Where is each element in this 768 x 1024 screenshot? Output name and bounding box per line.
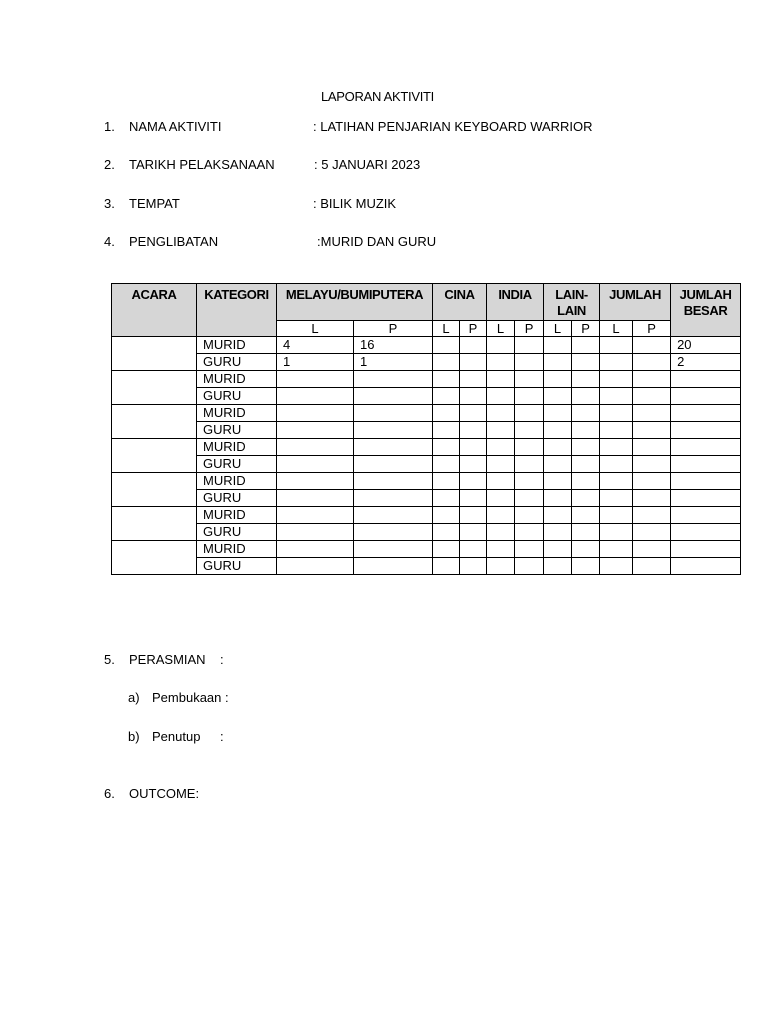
item-label: PENGLIBATAN bbox=[129, 234, 219, 249]
item-number: 3. bbox=[104, 196, 115, 211]
cell-lain-p bbox=[572, 388, 600, 405]
cell-kategori: GURU bbox=[197, 456, 277, 473]
cell-cina-l bbox=[433, 490, 460, 507]
cell-lain-p bbox=[572, 507, 600, 524]
cell-jumlah-p bbox=[633, 354, 671, 371]
cell-lain-l bbox=[544, 558, 572, 575]
cell-jumlah-besar bbox=[671, 507, 741, 524]
cell-jumlah-l bbox=[600, 354, 633, 371]
item-label: TEMPAT bbox=[129, 196, 180, 211]
cell-kategori: GURU bbox=[197, 490, 277, 507]
cell-cina-l bbox=[433, 439, 460, 456]
cell-jumlah-p bbox=[633, 405, 671, 422]
cell-kategori: GURU bbox=[197, 354, 277, 371]
cell-cina-p bbox=[460, 422, 487, 439]
cell-jumlah-p bbox=[633, 456, 671, 473]
cell-melayu-l bbox=[277, 456, 354, 473]
penutup-label: Penutup bbox=[152, 729, 201, 744]
cell-lain-l bbox=[544, 507, 572, 524]
cell-acara bbox=[112, 371, 197, 405]
cell-jumlah-p bbox=[633, 524, 671, 541]
cell-jumlah-besar bbox=[671, 558, 741, 575]
cell-india-p bbox=[515, 439, 544, 456]
cell-jumlah-l bbox=[600, 456, 633, 473]
cell-india-l bbox=[487, 456, 515, 473]
participation-table bbox=[111, 283, 741, 575]
cell-melayu-l bbox=[277, 405, 354, 422]
cell-jumlah-besar bbox=[671, 541, 741, 558]
cell-lain-p bbox=[572, 558, 600, 575]
table-row bbox=[112, 337, 741, 354]
cell-lain-l bbox=[544, 439, 572, 456]
cell-acara bbox=[112, 541, 197, 575]
cell-melayu-l bbox=[277, 490, 354, 507]
cell-india-l bbox=[487, 558, 515, 575]
cell-kategori: MURID bbox=[197, 337, 277, 354]
penutup-mark: b) bbox=[128, 729, 140, 744]
cell-cina-p bbox=[460, 524, 487, 541]
cell-melayu-l: 1 bbox=[277, 354, 354, 371]
cell-melayu-l bbox=[277, 541, 354, 558]
cell-melayu-p bbox=[354, 490, 433, 507]
cell-kategori: MURID bbox=[197, 507, 277, 524]
cell-kategori: GURU bbox=[197, 422, 277, 439]
cell-lain-p bbox=[572, 456, 600, 473]
header-jumlah: JUMLAH bbox=[600, 284, 671, 321]
report-title: LAPORAN AKTIVITI bbox=[321, 89, 434, 104]
cell-melayu-p: 1 bbox=[354, 354, 433, 371]
outcome-label: OUTCOME: bbox=[129, 786, 200, 801]
item-value: : BILIK MUZIK bbox=[313, 196, 397, 211]
cell-cina-l bbox=[433, 422, 460, 439]
sub-lain-l: L bbox=[544, 321, 572, 337]
cell-melayu-p bbox=[354, 558, 433, 575]
cell-cina-l bbox=[433, 405, 460, 422]
cell-cina-p bbox=[460, 490, 487, 507]
cell-jumlah-besar bbox=[671, 524, 741, 541]
cell-india-l bbox=[487, 490, 515, 507]
cell-cina-l bbox=[433, 558, 460, 575]
cell-kategori: MURID bbox=[197, 541, 277, 558]
cell-melayu-p bbox=[354, 405, 433, 422]
cell-jumlah-besar bbox=[671, 490, 741, 507]
cell-india-l bbox=[487, 337, 515, 354]
cell-melayu-l bbox=[277, 439, 354, 456]
item-label: TARIKH PELAKSANAAN bbox=[129, 157, 275, 172]
cell-jumlah-p bbox=[633, 371, 671, 388]
cell-cina-l bbox=[433, 354, 460, 371]
cell-jumlah-l bbox=[600, 405, 633, 422]
cell-lain-p bbox=[572, 422, 600, 439]
cell-jumlah-p bbox=[633, 439, 671, 456]
cell-melayu-p: 16 bbox=[354, 337, 433, 354]
table-row bbox=[112, 541, 741, 558]
cell-jumlah-besar: 2 bbox=[671, 354, 741, 371]
cell-india-p bbox=[515, 524, 544, 541]
sub-cina-l: L bbox=[433, 321, 460, 337]
sub-jumlah-p: P bbox=[633, 321, 671, 337]
cell-melayu-l bbox=[277, 371, 354, 388]
sub-jumlah-l: L bbox=[600, 321, 633, 337]
cell-lain-p bbox=[572, 473, 600, 490]
pembukaan-label: Pembukaan : bbox=[152, 690, 229, 705]
cell-jumlah-besar bbox=[671, 388, 741, 405]
cell-jumlah-p bbox=[633, 507, 671, 524]
cell-cina-p bbox=[460, 405, 487, 422]
table-row bbox=[112, 507, 741, 524]
cell-acara bbox=[112, 439, 197, 473]
cell-lain-p bbox=[572, 490, 600, 507]
cell-acara bbox=[112, 405, 197, 439]
cell-melayu-p bbox=[354, 456, 433, 473]
sub-lain-p: P bbox=[572, 321, 600, 337]
cell-india-l bbox=[487, 388, 515, 405]
cell-lain-p bbox=[572, 524, 600, 541]
cell-jumlah-p bbox=[633, 388, 671, 405]
table-row bbox=[112, 405, 741, 422]
cell-india-p bbox=[515, 558, 544, 575]
cell-lain-p bbox=[572, 541, 600, 558]
table-row bbox=[112, 371, 741, 388]
cell-india-p bbox=[515, 473, 544, 490]
cell-jumlah-l bbox=[600, 371, 633, 388]
cell-lain-p bbox=[572, 337, 600, 354]
cell-acara bbox=[112, 507, 197, 541]
cell-india-l bbox=[487, 354, 515, 371]
cell-jumlah-l bbox=[600, 422, 633, 439]
cell-melayu-p bbox=[354, 473, 433, 490]
cell-cina-l bbox=[433, 524, 460, 541]
cell-kategori: GURU bbox=[197, 524, 277, 541]
cell-cina-p bbox=[460, 558, 487, 575]
sub-cina-p: P bbox=[460, 321, 487, 337]
cell-lain-l bbox=[544, 388, 572, 405]
item-label: NAMA AKTIVITI bbox=[129, 119, 222, 134]
cell-jumlah-besar bbox=[671, 405, 741, 422]
cell-jumlah-l bbox=[600, 490, 633, 507]
header-cina: CINA bbox=[433, 284, 487, 321]
cell-melayu-p bbox=[354, 371, 433, 388]
sub-india-l: L bbox=[487, 321, 515, 337]
cell-india-p bbox=[515, 371, 544, 388]
cell-jumlah-l bbox=[600, 524, 633, 541]
table-row bbox=[112, 388, 741, 405]
cell-india-p bbox=[515, 354, 544, 371]
cell-india-p bbox=[515, 337, 544, 354]
cell-acara bbox=[112, 337, 197, 371]
cell-melayu-p bbox=[354, 439, 433, 456]
cell-melayu-p bbox=[354, 422, 433, 439]
cell-cina-l bbox=[433, 541, 460, 558]
cell-cina-l bbox=[433, 507, 460, 524]
cell-lain-l bbox=[544, 371, 572, 388]
cell-melayu-l bbox=[277, 422, 354, 439]
cell-jumlah-besar bbox=[671, 473, 741, 490]
cell-jumlah-p bbox=[633, 337, 671, 354]
cell-india-l bbox=[487, 371, 515, 388]
cell-kategori: MURID bbox=[197, 473, 277, 490]
perasmian-label: PERASMIAN bbox=[129, 652, 206, 667]
cell-lain-l bbox=[544, 422, 572, 439]
header-india: INDIA bbox=[487, 284, 544, 321]
cell-cina-p bbox=[460, 439, 487, 456]
cell-jumlah-besar: 20 bbox=[671, 337, 741, 354]
cell-jumlah-l bbox=[600, 507, 633, 524]
sub-india-p: P bbox=[515, 321, 544, 337]
cell-melayu-l bbox=[277, 473, 354, 490]
cell-kategori: GURU bbox=[197, 558, 277, 575]
cell-jumlah-p bbox=[633, 422, 671, 439]
cell-jumlah-besar bbox=[671, 456, 741, 473]
table-row bbox=[112, 473, 741, 490]
item-value: : LATIHAN PENJARIAN KEYBOARD WARRIOR bbox=[313, 119, 593, 134]
cell-cina-l bbox=[433, 337, 460, 354]
cell-lain-l bbox=[544, 473, 572, 490]
table-row bbox=[112, 439, 741, 456]
cell-india-p bbox=[515, 388, 544, 405]
cell-lain-l bbox=[544, 456, 572, 473]
cell-india-l bbox=[487, 405, 515, 422]
cell-india-l bbox=[487, 473, 515, 490]
cell-melayu-l: 4 bbox=[277, 337, 354, 354]
header-lain-lain: LAIN-LAIN bbox=[544, 284, 600, 321]
cell-melayu-l bbox=[277, 507, 354, 524]
cell-lain-p bbox=[572, 371, 600, 388]
cell-cina-l bbox=[433, 388, 460, 405]
item-number: 4. bbox=[104, 234, 115, 249]
pembukaan-mark: a) bbox=[128, 690, 140, 705]
cell-lain-l bbox=[544, 490, 572, 507]
cell-acara bbox=[112, 473, 197, 507]
cell-india-p bbox=[515, 507, 544, 524]
cell-jumlah-p bbox=[633, 541, 671, 558]
table-row bbox=[112, 456, 741, 473]
cell-india-l bbox=[487, 507, 515, 524]
header-melayu: MELAYU/BUMIPUTERA bbox=[277, 284, 433, 321]
cell-cina-l bbox=[433, 473, 460, 490]
sub-melayu-p: P bbox=[354, 321, 433, 337]
cell-melayu-p bbox=[354, 388, 433, 405]
cell-lain-l bbox=[544, 337, 572, 354]
cell-jumlah-l bbox=[600, 473, 633, 490]
cell-jumlah-besar bbox=[671, 439, 741, 456]
cell-lain-l bbox=[544, 405, 572, 422]
cell-cina-p bbox=[460, 337, 487, 354]
cell-kategori: GURU bbox=[197, 388, 277, 405]
cell-jumlah-besar bbox=[671, 371, 741, 388]
penutup-colon: : bbox=[220, 729, 224, 744]
cell-cina-p bbox=[460, 456, 487, 473]
cell-india-l bbox=[487, 422, 515, 439]
item-number: 2. bbox=[104, 157, 115, 172]
cell-india-p bbox=[515, 422, 544, 439]
cell-cina-p bbox=[460, 371, 487, 388]
header-acara: ACARA bbox=[112, 284, 197, 337]
table-body bbox=[112, 337, 741, 575]
cell-jumlah-l bbox=[600, 337, 633, 354]
cell-kategori: MURID bbox=[197, 439, 277, 456]
item-value: :MURID DAN GURU bbox=[317, 234, 437, 249]
cell-india-l bbox=[487, 541, 515, 558]
table-row bbox=[112, 422, 741, 439]
cell-kategori: MURID bbox=[197, 405, 277, 422]
table-row bbox=[112, 524, 741, 541]
cell-india-p bbox=[515, 405, 544, 422]
cell-kategori: MURID bbox=[197, 371, 277, 388]
cell-cina-p bbox=[460, 541, 487, 558]
cell-lain-p bbox=[572, 439, 600, 456]
cell-india-p bbox=[515, 490, 544, 507]
cell-cina-p bbox=[460, 388, 487, 405]
header-jumlah-besar: JUMLAH BESAR bbox=[671, 284, 741, 337]
cell-melayu-l bbox=[277, 388, 354, 405]
table-row bbox=[112, 354, 741, 371]
cell-india-p bbox=[515, 541, 544, 558]
table-row bbox=[112, 558, 741, 575]
item-number: 6. bbox=[104, 786, 115, 801]
cell-melayu-p bbox=[354, 541, 433, 558]
item-value: : 5 JANUARI 2023 bbox=[314, 157, 421, 172]
sub-melayu-l: L bbox=[277, 321, 354, 337]
cell-jumlah-l bbox=[600, 388, 633, 405]
cell-jumlah-l bbox=[600, 558, 633, 575]
item-number: 1. bbox=[104, 119, 115, 134]
cell-cina-l bbox=[433, 456, 460, 473]
cell-melayu-l bbox=[277, 524, 354, 541]
cell-cina-l bbox=[433, 371, 460, 388]
cell-melayu-p bbox=[354, 524, 433, 541]
cell-india-l bbox=[487, 524, 515, 541]
cell-lain-l bbox=[544, 524, 572, 541]
cell-melayu-p bbox=[354, 507, 433, 524]
item-number: 5. bbox=[104, 652, 115, 667]
cell-jumlah-p bbox=[633, 473, 671, 490]
cell-cina-p bbox=[460, 354, 487, 371]
cell-jumlah-p bbox=[633, 558, 671, 575]
cell-lain-p bbox=[572, 405, 600, 422]
cell-jumlah-p bbox=[633, 490, 671, 507]
cell-cina-p bbox=[460, 507, 487, 524]
cell-jumlah-besar bbox=[671, 422, 741, 439]
cell-jumlah-l bbox=[600, 541, 633, 558]
cell-lain-l bbox=[544, 541, 572, 558]
cell-lain-l bbox=[544, 354, 572, 371]
cell-india-l bbox=[487, 439, 515, 456]
cell-jumlah-l bbox=[600, 439, 633, 456]
cell-india-p bbox=[515, 456, 544, 473]
table-row bbox=[112, 490, 741, 507]
cell-melayu-l bbox=[277, 558, 354, 575]
cell-cina-p bbox=[460, 473, 487, 490]
cell-lain-p bbox=[572, 354, 600, 371]
header-kategori: KATEGORI bbox=[197, 284, 277, 337]
perasmian-colon: : bbox=[220, 652, 224, 667]
